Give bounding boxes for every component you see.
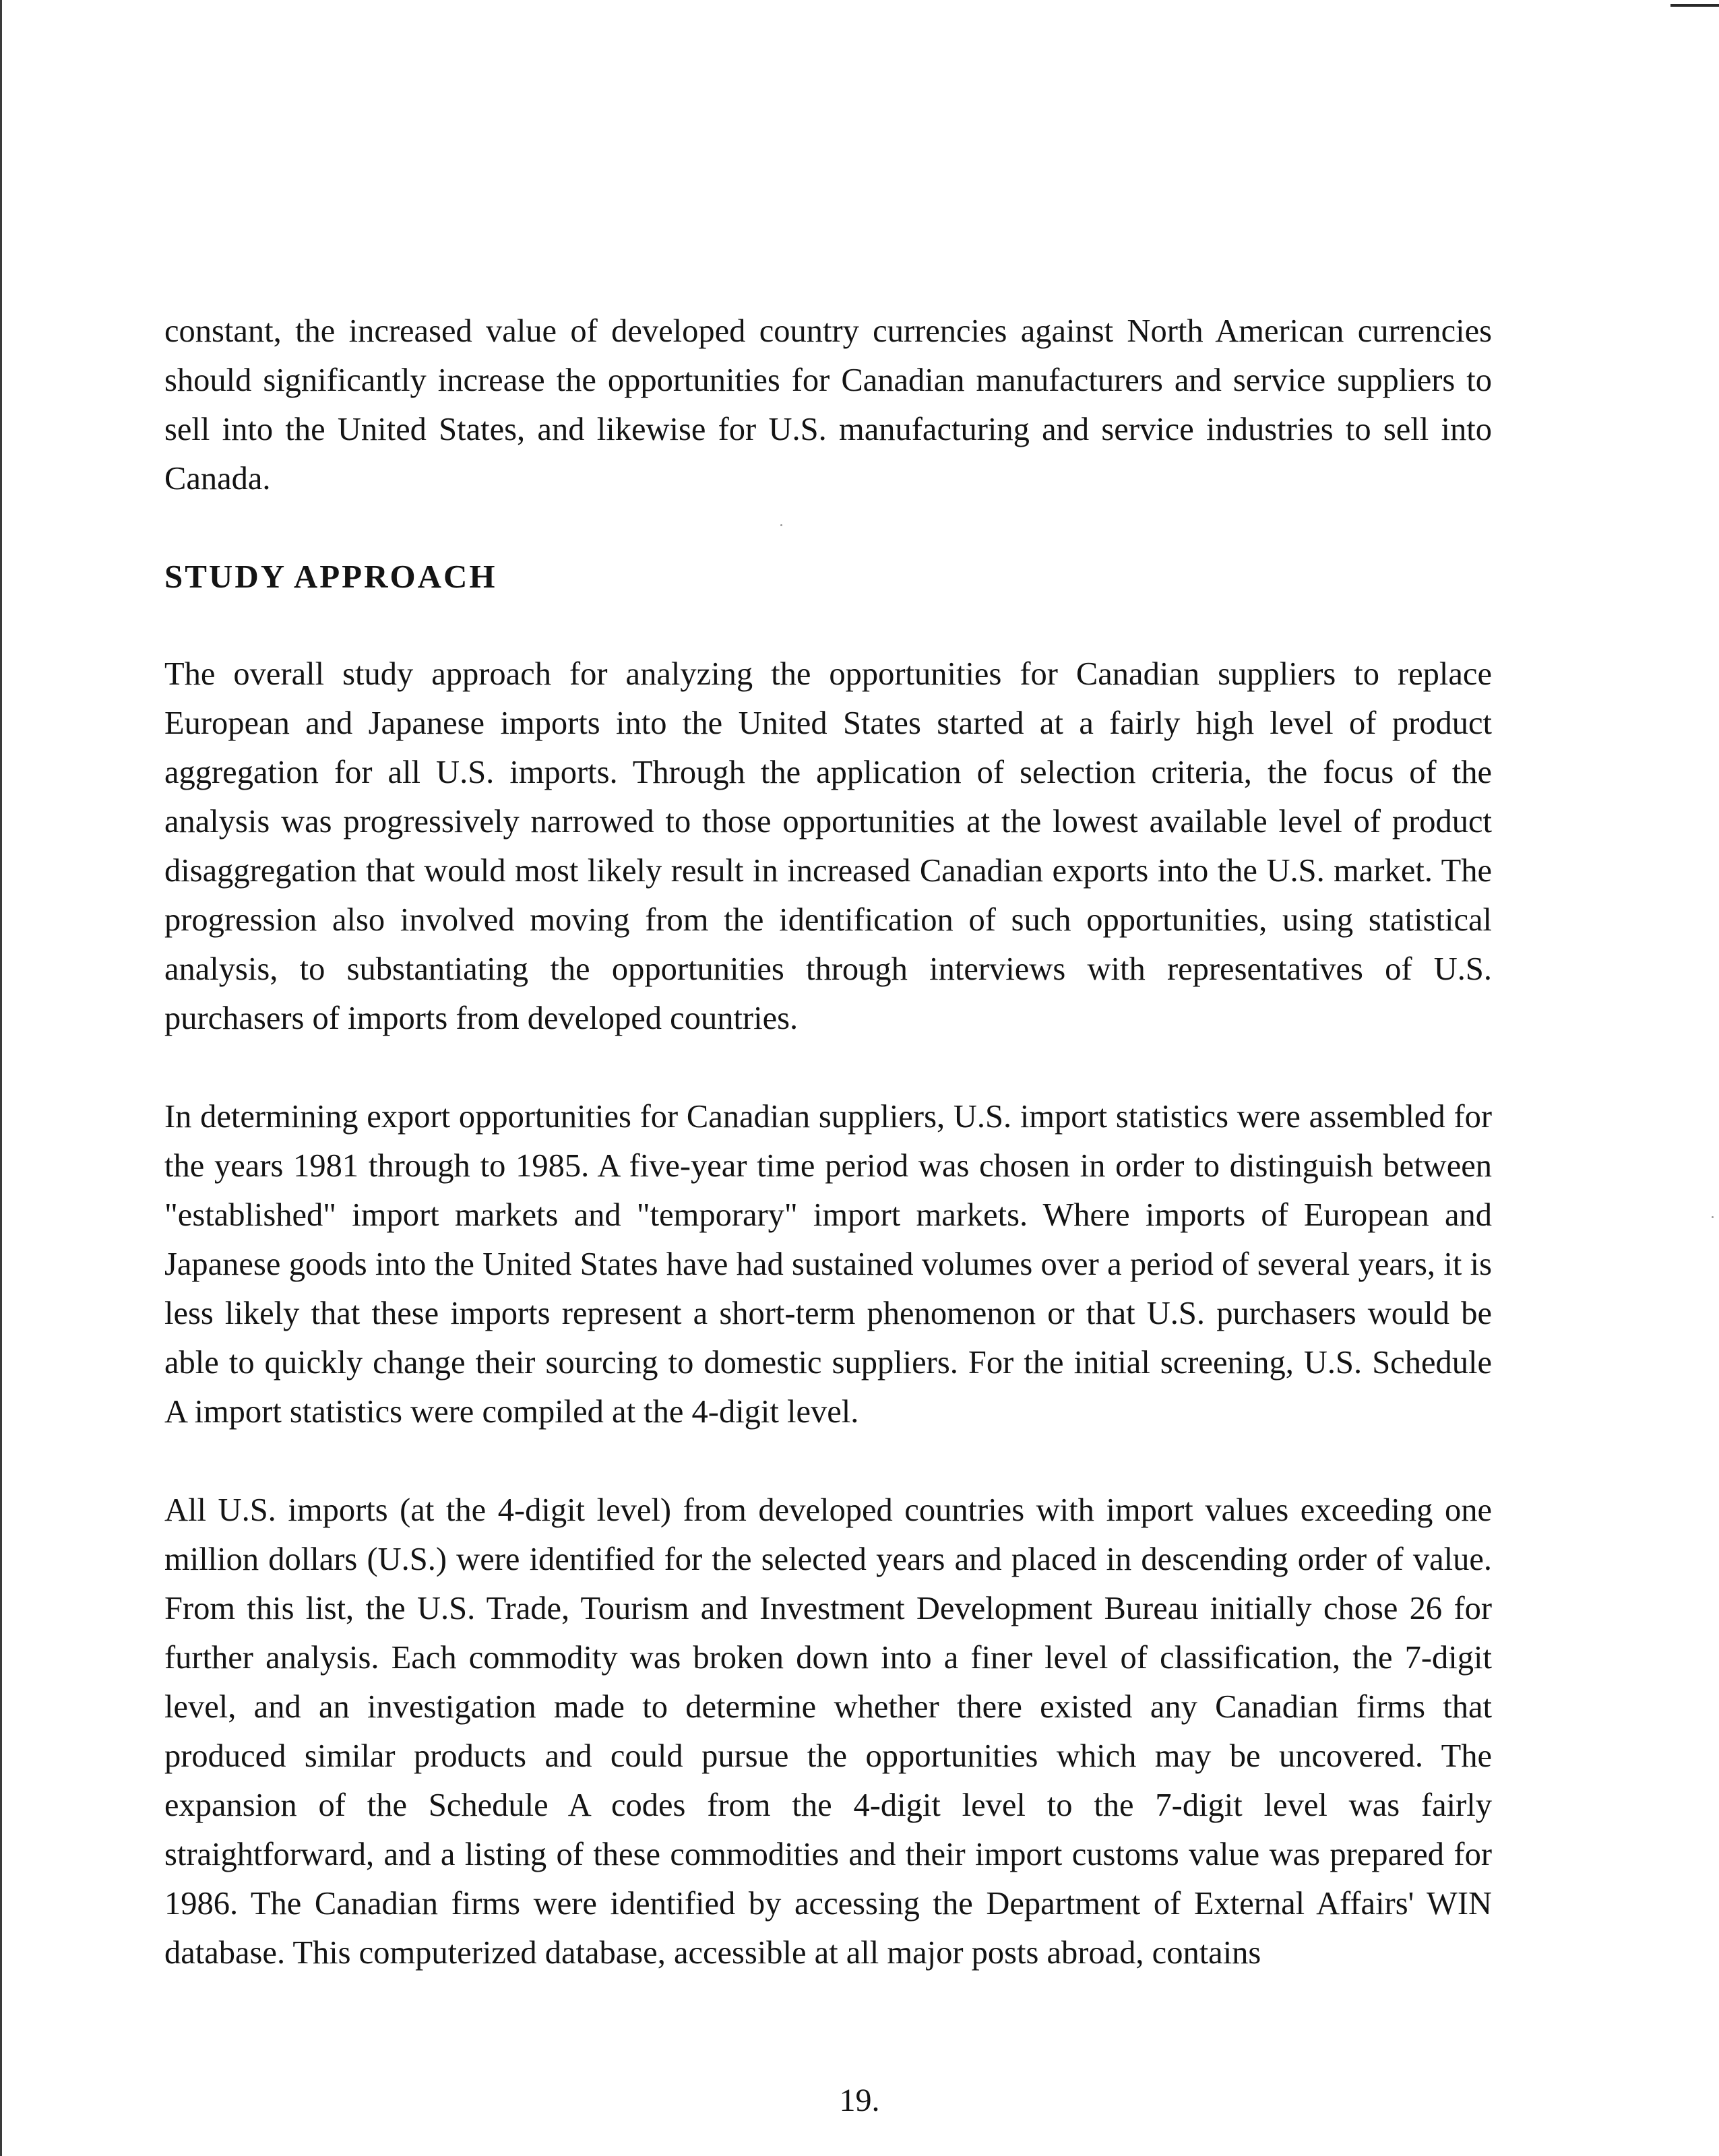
paragraph-export-opportunities: In determining export opportunities for Canadian suppliers, U.S. import statistics were assembled for the years 1981 through to 1985. A five-year time period was chosen in order to distinguish between "established" import markets and "temporary" import markets. Where imports of European and Japanese goods into the United States have had sustained volumes over a period of several years, it is less likely that these imports represent a short-term phenomenon or that U.S. purchasers would be able to quickly change their sourcing to domestic suppliers. For the initial screening, U.S. Schedule A import statistics were compiled at the 4-digit level. — [164, 1099, 1492, 1430]
scan-mark-top-right — [1670, 4, 1719, 7]
scan-speck — [1712, 1216, 1714, 1218]
document-body — [164, 307, 1492, 1977]
intro-paragraph: constant, the increased value of developed country currencies against North American currencies should significantly increase the opportunities for Canadian manufacturers and service suppliers to sell into the United States, and likewise for U.S. manufacturing and service industries to sell into Canada. — [164, 313, 1492, 497]
paragraph-study-approach: The overall study approach for analyzing the opportunities for Canadian suppliers to replace European and Japanese imports into the United States started at a fairly high level of product aggregation for all U.S. imports. Through the application of selection criteria, the focus of the analysis was progressively narrowed to those opportunities at the lowest available level of product disaggregation that would most likely result in increased Canadian exports into the U.S. market. The progression also involved moving from the identification of such opportunities, using statistical analysis, to substantiating the opportunities through interviews with representatives of U.S. purchasers of imports from developed countries. — [164, 656, 1492, 1036]
paragraph-us-imports: All U.S. imports (at the 4-digit level) from developed countries with import values exceeding one million dollars (U.S.) were identified for the selected years and placed in descending order of value. From this list, the U.S. Trade, Tourism and Investment Development Bureau initially chose 26 for further analysis. Each commodity was broken down into a finer level of classification, the 7-digit level, and an investigation made to determine whether there existed any Canadian firms that produced similar products and could pursue the opportunities which may be uncovered. The expansion of the Schedule A codes from the 4-digit level to the 7-digit level was fairly straightforward, and a listing of these commodities and their import customs value was prepared for 1986. The Canadian firms were identified by accessing the Department of External Affairs' WIN database. This computerized database, accessible at all major posts abroad, contains — [164, 1492, 1492, 1971]
scan-border-left — [0, 0, 2, 2156]
section-heading: STUDY APPROACH — [164, 558, 497, 595]
page-number: 19. — [839, 2083, 880, 2118]
